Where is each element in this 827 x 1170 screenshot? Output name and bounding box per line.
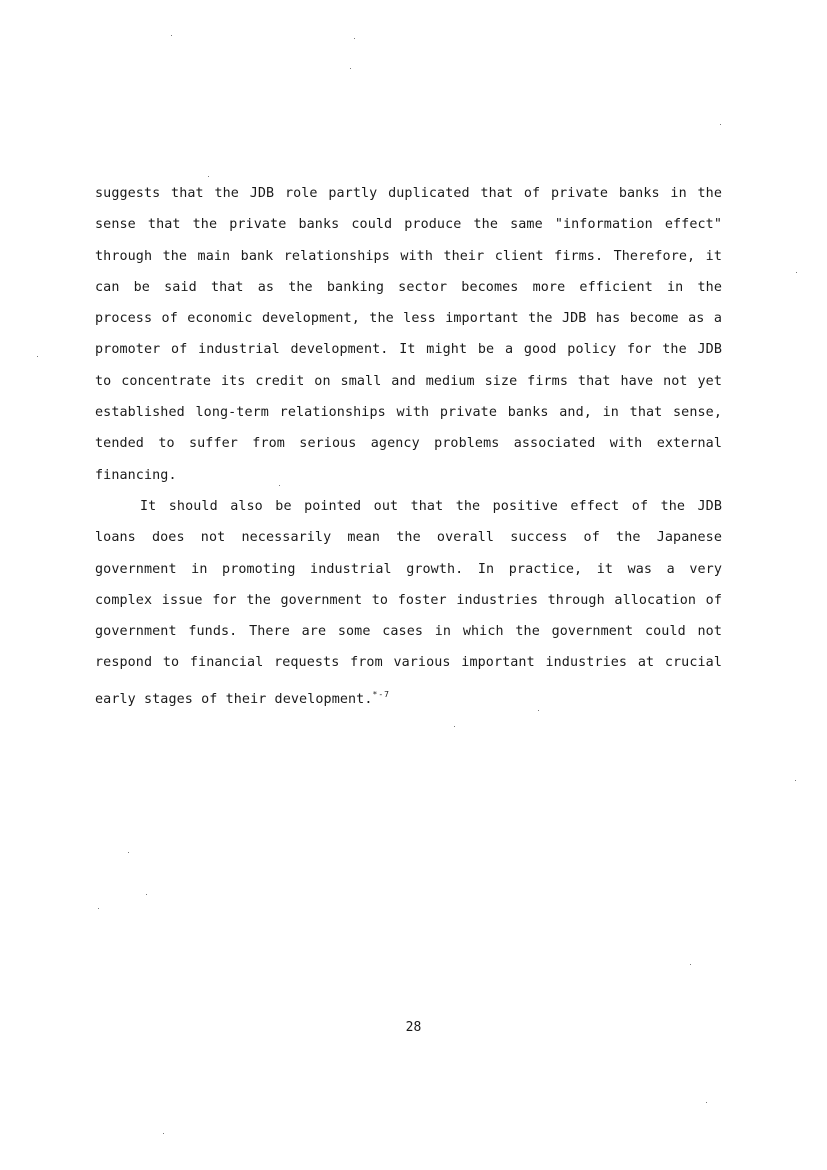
text-line: respond to financial requests from various important industries at crucial	[95, 655, 722, 671]
text-line: financing.	[95, 467, 177, 483]
text-line: to concentrate its credit on small and medium size firms that have not yet	[95, 373, 722, 389]
footnote-marker[interactable]: *-7	[372, 689, 390, 699]
paragraph-2	[95, 491, 722, 710]
text-line: process of economic development, the less important the JDB has become as a	[95, 311, 722, 327]
text-line: tended to suffer from serious agency problems associated with external	[95, 436, 722, 452]
text-line-content: early stages of their development.	[95, 691, 373, 707]
text-line: complex issue for the government to foster industries through allocation of	[95, 592, 722, 608]
paragraph-1	[95, 178, 722, 491]
text-line: can be said that as the banking sector becomes more efficient in the	[95, 279, 722, 295]
page-number: 28	[405, 1020, 422, 1035]
text-line-final	[95, 679, 722, 710]
text-line: suggests that the JDB role partly duplicated that of private banks in the	[95, 186, 722, 201]
text-line: It should also be pointed out that the positive effect of the JDB	[140, 498, 722, 514]
text-line: loans does not necessarily mean the overall success of the Japanese	[95, 530, 722, 546]
text-line: government funds. There are some cases in which the government could not	[95, 624, 722, 640]
text-line: government in promoting industrial growth. In practice, it was a very	[95, 561, 722, 577]
body-text	[95, 178, 722, 710]
text-line: promoter of industrial development. It might be a good policy for the JDB	[95, 342, 722, 358]
text-line: sense that the private banks could produce the same "information effect"	[95, 217, 722, 233]
text-line: established long-term relationships with private banks and, in that sense,	[95, 405, 722, 421]
text-line: through the main bank relationships with their client firms. Therefore, it	[95, 248, 722, 264]
